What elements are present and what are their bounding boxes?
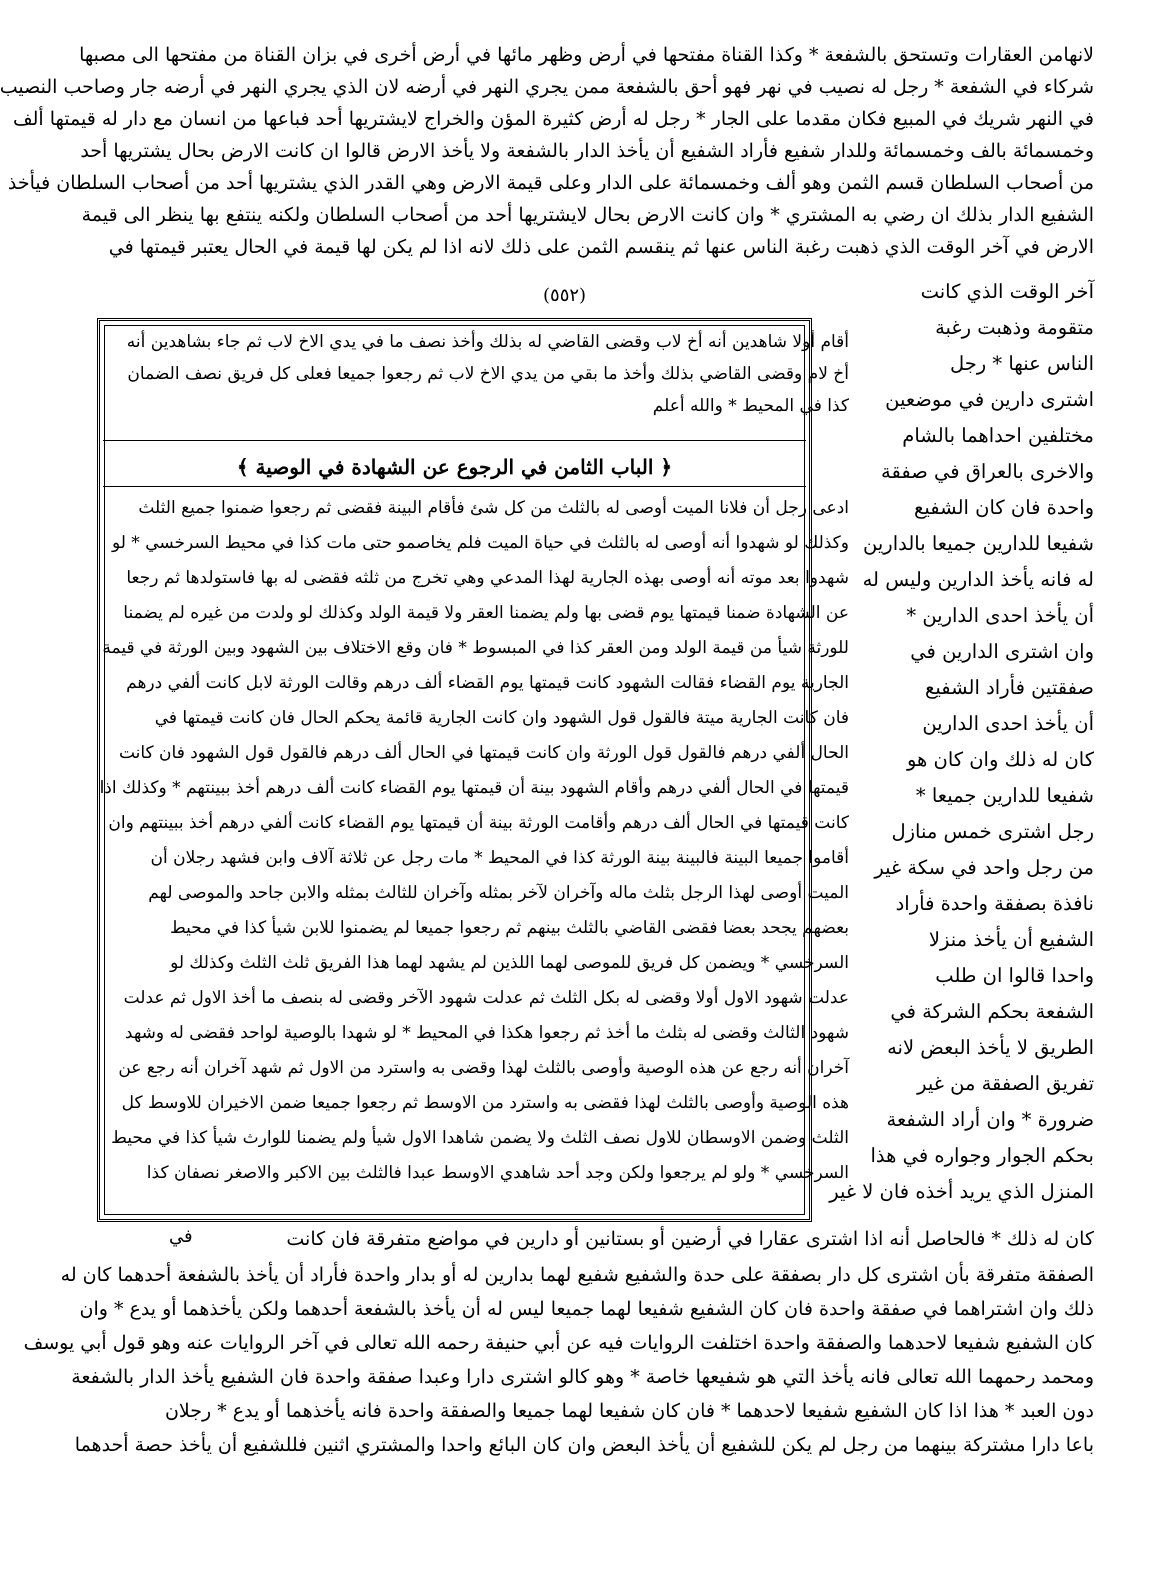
- section-divider: [103, 440, 806, 441]
- text-line: وخمسمائة بالف وخمسمائة وللدار شفيع فأراد الشفيع أن يأخذ الدار بالشفعة ولا يأخذ الارض قالوا ان كانت الارض بحال يشتريها أحد: [80, 140, 1094, 162]
- side-line: الشفيع أن يأخذ منزلا: [928, 928, 1094, 951]
- box-text-line: الحال ألفي درهم فالقول قول الورثة وان كانت قيمتها في الحال ألف درهم فالقول قول الشهود فان كانت: [118, 743, 849, 763]
- side-line: واحدا قالوا ان طلب: [935, 964, 1094, 987]
- side-line: له فانه يأخذ الدارين وليس له: [862, 568, 1094, 591]
- side-line: الطريق لا يأخذ البعض لانه: [887, 1036, 1094, 1059]
- text-line: كان الشفيع شفيعا لاحدهما والصفقة واحدة اختلفت الروايات فيه عن أبي حنيفة رحمه الله تعالى في آخر الروايات عنه وهو قول أبي يوسف: [23, 1332, 1094, 1354]
- side-line: أن يأخذ احدى الدارين *: [906, 604, 1094, 627]
- text-line: لانهامن العقارات وتستحق بالشفعة * وكذا القناة مفتحها في أرض وظهر مائها في أرض أخرى في بزان القناة من مفتحها الى مصبها: [79, 44, 1094, 66]
- text-line: الصفقة متفرقة بأن اشترى كل دار بصفقة على حدة والشفيع شفيع لهما بدارين له أو بدار واحدة فأراد أن يأخذ بالشفعة أحدهما كان له: [60, 1264, 1094, 1286]
- text-line: باعا دارا مشتركة بينهما من رجل لم يكن للشفيع أن يأخذ البعض وان كان البائع واحدا والمشتري اثنين فللشفيع أن يأخذ حصة أحدهما: [74, 1434, 1094, 1456]
- text-line: ومحمد رحمهما الله تعالى فانه يأخذ التي هو شفيعها خاصة * وهو كالو اشترى دارا وعبدا صفقة واحدة فان الشفيع يأخذ الدار بالشفعة: [71, 1366, 1094, 1388]
- box-text-line: السرخسي * ولو لم يرجعوا ولكن وجد أحد شاهدي الاوسط عبدا فالثلث بين الاكبر والاصغر نصفان كذا: [146, 1163, 849, 1183]
- framed-box: [97, 318, 812, 1222]
- side-line: تفريق الصفقة من غير: [917, 1072, 1094, 1095]
- box-text-line: للورثة شيأ من قيمة الولد ومن العقر كذا في المبسوط * فان وقع الاختلاف بين الشهود وبين الورثة في قيمة: [102, 638, 849, 658]
- box-text-line: هذه الوصية وأوصى بالثلث لهذا فقضى به واسترد من الاوسط ثم رجعوا جميعا ضمن الاخيران للاوسط كل: [121, 1093, 849, 1113]
- box-text-line: السرخسي * ويضمن كل فريق للموصى لهما اللذين لم يشهد لهما هذا الفريق ثلث الثلث وكذلك لو: [170, 953, 849, 973]
- box-text-line: كذا في المحيط * والله أعلم: [652, 396, 849, 416]
- side-line: والاخرى بالعراق في صفقة: [881, 460, 1094, 483]
- side-line: شفيعا للدارين جميعا *: [915, 784, 1094, 807]
- box-text-line: الجارية يوم القضاء فقالت الشهود كانت قيمتها يوم القضاء ألف درهم وقالت الورثة لابل كانت ألفي درهم: [126, 673, 849, 693]
- box-text-line: أقاموا جميعا البينة فالبينة بينة الورثة كذا في المحيط * مات رجل عن ثلاثة آلاف وابن فشهد رجلان أن: [150, 848, 849, 868]
- text-line: ذلك وان اشتراهما في صفقة واحدة فان كان الشفيع شفيعا لهما جميعا ليس له أن يأخذ بالشفعة أحدهما ولكن يأخذهما أو يدع * وان: [79, 1298, 1094, 1320]
- box-text-line: عن الشهادة ضمنا قيمتها يوم قضى بها ولم يضمنا العقر ولا قيمة الولد وكذلك لو ولدت من غيره لم يضمنا: [123, 603, 849, 623]
- side-line: اشترى دارين في موضعين: [885, 388, 1094, 411]
- text-line: دون العبد * هذا اذا كان الشفيع شفيعا لاحدهما * فان كان شفيعا لهما جميعا والصفقة واحدة فانه يأخذهما أو يدع * رجلان: [164, 1400, 1094, 1422]
- box-text-line: آخران أنه رجع عن هذه الوصية وأوصى بالثلث لهذا وقضى به واسترد من الاول ثم شهد آخران أنه رجع عن: [118, 1058, 849, 1078]
- side-line: نافذة بصفقة واحدة فأراد: [895, 892, 1094, 915]
- side-line: أن يأخذ احدى الدارين: [922, 712, 1094, 735]
- box-text-line: أخ لام وقضى القاضي بذلك وأخذ ما بقي من يدي الاخ لاب ثم رجعوا جميعا فعلى كل فريق نصف الضمان: [127, 364, 849, 384]
- side-line: المنزل الذي يريد أخذه فان لا غير: [829, 1180, 1094, 1203]
- section-divider: [103, 486, 806, 487]
- box-text-line: شهود الثالث وقضى له بثلث ما أخذ ثم رجعوا هكذا في المحيط * لو شهدا بالوصية لواحد فقضى له وشهد: [124, 1023, 849, 1043]
- side-line: الشفعة بحكم الشركة في: [890, 1000, 1094, 1023]
- box-text-line: الميت أوصى لهذا الرجل بثلث ماله وآخران لآخر بمثله وآخران للثالث بمثله والابن جاحد والموصى لهم: [148, 883, 849, 903]
- side-line: شفيعا للدارين جميعا بالدارين: [863, 532, 1094, 555]
- side-line: وان اشترى الدارين في: [910, 640, 1094, 663]
- side-line: صفقتين فأراد الشفيع: [925, 676, 1094, 699]
- text-line: كان له ذلك * فالحاصل أنه اذا اشترى عقارا في أرضين أو بستانين أو دارين في مواضع متفرقة فان كانت: [286, 1228, 1094, 1250]
- side-line: آخر الوقت الذي كانت: [920, 280, 1094, 303]
- box-text-line: بعضهم يجحد بعضا فقضى القاضي بالثلث بينهم ثم رجعوا جميعا لم يضمنوا للابن شيأ كذا في محيط: [169, 918, 849, 938]
- box-text-line: وكذلك لو شهدوا أنه أوصى له بالثلث في حياة الميت فلم يخاصمو حتى مات كذا في محيط السرخسي * لو: [111, 533, 849, 553]
- box-text-line: أقام أولا شاهدين أنه أخ لاب وقضى القاضي له بذلك وأخذ نصف ما في يدي الاخ لاب ثم جاء بشاهدين أنه: [126, 332, 849, 352]
- box-text-line: كانت قيمتها في الحال ألف درهم وأقامت الورثة بينة أن قيمتها يوم القضاء كانت ألفي درهم أخذ ببينتهم وان: [108, 813, 849, 833]
- text-line: الارض في آخر الوقت الذي ذهبت رغبة الناس عنها ثم ينقسم الثمن على ذلك لانه اذا لم يكن لها قيمة في الحال يعتبر قيمتها في: [108, 236, 1094, 258]
- side-line: بحكم الجوار وجواره في هذا: [870, 1144, 1094, 1167]
- text-line: شركاء في الشفعة * رجل له نصيب في نهر فهو أحق بالشفعة ممن يجري النهر في أرضه لان الذي يجري النهر في أرضه جار وصاحب النصيب: [0, 76, 1094, 98]
- box-text-line: شهدوا بعد موته أنه أوصى بهذه الجارية لهذا المدعي وهي تخرج من ثلثه فقضى له بها فاستولدها ثم رجعا: [126, 568, 849, 588]
- side-line: من رجل واحد في سكة غير: [874, 856, 1094, 879]
- side-line: متقومة وذهبت رغبة: [935, 316, 1094, 339]
- side-line: واحدة فان كان الشفيع: [914, 496, 1094, 519]
- box-text-line: الثلث وضمن الاوسطان للاول نصف الثلث ولا يضمن شاهدا الاول شيأ ولم يضمنا للوارث شيأ كذا في محيط: [111, 1128, 849, 1148]
- chapter-heading: ﴿ الباب الثامن في الرجوع عن الشهادة في الوصية ﴾: [236, 455, 673, 479]
- text-line: من أصحاب السلطان قسم الثمن وهو ألف وخمسمائة على الدار وعلى قيمة الارض وهي القدر الذي يشتريها أحد من أصحاب السلطان فيأخذ: [7, 172, 1094, 194]
- box-text-line: ادعى رجل أن فلانا الميت أوصى له بالثلث من كل شئ فأقام البينة فقضى ثم رجعوا ضمنوا جميع الثلث: [138, 498, 849, 518]
- text-line: الشفيع الدار بذلك ان رضي به المشتري * وان كانت الارض بحال لايشتريها أحد من أصحاب السلطان ولكنه ينتفع بها ينظر الى قيمة: [81, 204, 1094, 226]
- catchword: في: [169, 1226, 193, 1247]
- box-text-line: عدلت شهود الاول أولا وقضى له بكل الثلث ثم عدلت شهود الآخر وقضى له بنصف ما أخذ الاول ثم عدلت: [123, 988, 849, 1008]
- side-line: مختلفين احداهما بالشام: [902, 424, 1094, 447]
- text-line: في النهر شريك في المبيع فكان مقدما على الجار * رجل له أرض كثيرة المؤن والخراج لايشتريها أحد فباعها من انسان مع دار له قيمتها ألف: [12, 108, 1094, 130]
- box-text-line: قيمتها في الحال ألفي درهم وأقام الشهود بينة أن قيمتها يوم القضاء كانت ألف درهم أخذ ببينتهم * وكذلك اذا: [99, 778, 849, 798]
- side-line: رجل اشترى خمس منازل: [891, 820, 1094, 843]
- side-line: كان له ذلك وان كان هو: [906, 748, 1094, 771]
- page-number: (٥٥٢): [543, 285, 587, 306]
- side-line: الناس عنها * رجل: [949, 352, 1094, 375]
- box-text-line: فان كانت الجارية ميتة فالقول قول الشهود وان كانت الجارية قائمة يحكم الحال فان كانت قيمتها في: [154, 708, 849, 728]
- side-line: ضرورة * وان أراد الشفعة: [886, 1108, 1094, 1131]
